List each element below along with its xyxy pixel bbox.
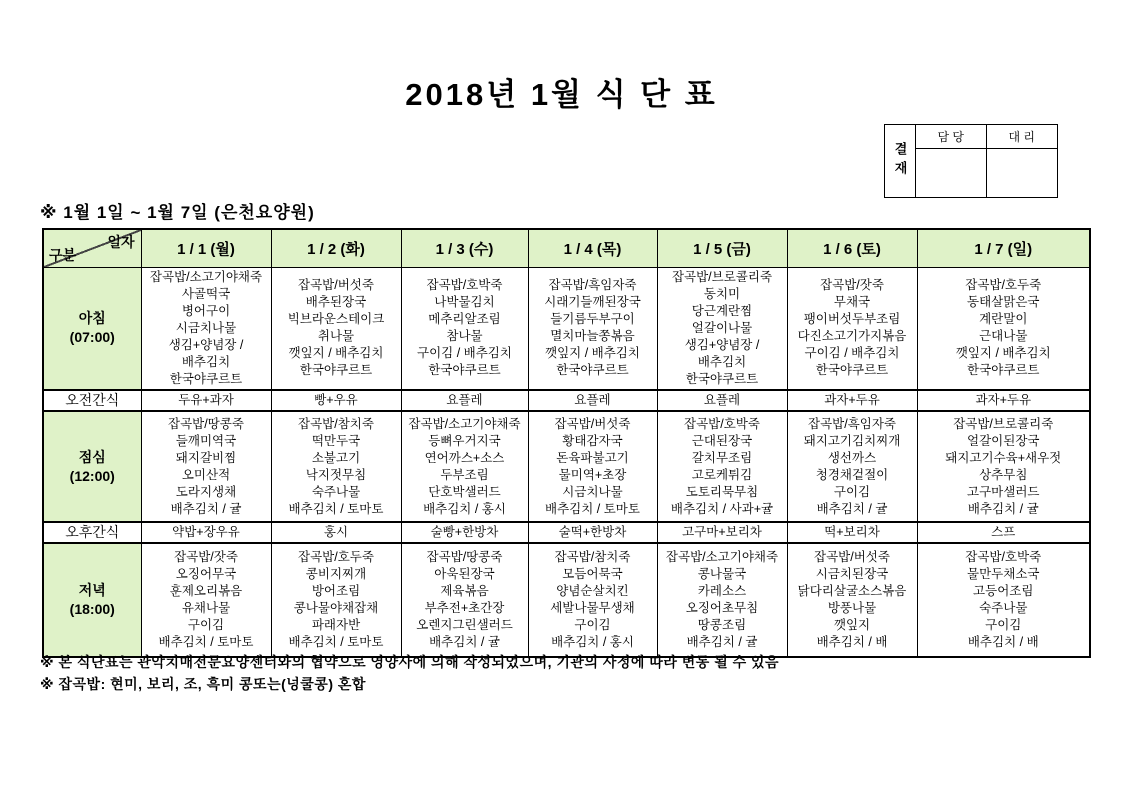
menu-item: 도라지생채 <box>175 484 237 499</box>
day-header-6: 1 / 6 (토) <box>787 229 917 267</box>
menu-cell-breakfast-day6 <box>787 267 917 390</box>
menu-item: 제육볶음 <box>440 584 489 598</box>
menu-item: 배추김치 / 토마토 <box>288 501 384 516</box>
menu-item: 오렌지그린샐러드 <box>416 618 513 632</box>
menu-item: 근대나물 <box>979 329 1028 344</box>
menu-item: 배추김치 / 귤 <box>170 501 242 516</box>
menu-item: 콩나물국 <box>697 567 747 581</box>
menu-item: 팽이버섯두부조림 <box>803 312 901 327</box>
menu-item: 한국야쿠르트 <box>685 371 759 386</box>
menu-item: 잡곡밥/호박죽 <box>426 278 503 293</box>
menu-item: 청경채겉절이 <box>815 467 889 482</box>
menu-item: 나박물김치 <box>434 295 495 310</box>
menu-item: 잡곡밥/참치죽 <box>298 416 374 431</box>
menu-cell-afternoon-snack-day6: 떡+보리차 <box>787 522 917 543</box>
menu-item: 물미역+초장 <box>558 467 627 482</box>
menu-item: 잡곡밥/소고기야채죽 <box>149 269 263 284</box>
menu-cell-breakfast-day7 <box>917 267 1090 390</box>
menu-item: 떡만두국 <box>311 433 361 448</box>
menu-item: 카레소스 <box>697 584 747 598</box>
menu-item: 잡곡밥/땅콩죽 <box>426 550 503 564</box>
menu-item: 배추김치 / 귤 <box>686 635 758 649</box>
page-title: 2018년 1월 식 단 표 <box>405 76 718 112</box>
menu-item: 깻잎지 / 배추김치 <box>545 346 640 361</box>
menu-item: 한국야쿠르트 <box>299 363 373 378</box>
menu-item: 잡곡밥/잣죽 <box>820 278 884 293</box>
row-label-dinner: 저녁 (18:00) <box>43 543 141 657</box>
menu-item: 배추김치 / 귤 <box>429 635 500 649</box>
menu-cell-lunch-day3 <box>401 411 528 522</box>
menu-item: 병어구이 <box>181 303 231 318</box>
menu-cell-dinner-day2 <box>271 543 401 657</box>
menu-item: 동치미 <box>703 286 741 301</box>
menu-item: 오미산적 <box>181 467 231 482</box>
approval-grid <box>916 125 1057 197</box>
menu-item: 콩비지찌개 <box>305 567 367 581</box>
menu-item: 황태감자국 <box>562 433 623 448</box>
menu-item: 연어까스+소스 <box>424 450 505 465</box>
menu-item: 배추김치 / 토마토 <box>158 635 254 649</box>
menu-item: 구이김 <box>985 618 1022 632</box>
menu-item: 배추김치 / 사과+귤 <box>670 501 774 516</box>
menu-item: 당근계란찜 <box>691 303 753 318</box>
menu-item: 닭다리살굴소스볶음 <box>797 584 907 598</box>
approval-col-deputy-label: 대 리 <box>987 125 1058 149</box>
menu-item: 한국야쿠르트 <box>815 363 889 378</box>
menu-item: 방어조림 <box>311 584 361 598</box>
menu-cell-dinner-day7 <box>917 543 1090 657</box>
menu-cell-lunch-day6 <box>787 411 917 522</box>
menu-cell-afternoon-snack-day4: 술떡+한방차 <box>528 522 657 543</box>
menu-cell-dinner-day6 <box>787 543 917 657</box>
menu-item: 고로케튀김 <box>691 467 753 482</box>
menu-item: 잡곡밥/버섯죽 <box>554 416 631 431</box>
table-header-row <box>43 229 1090 267</box>
menu-item: 모듬어묵국 <box>562 567 623 581</box>
menu-item: 생선까스 <box>827 450 877 465</box>
menu-item: 깻잎지 <box>833 618 871 632</box>
menu-item: 배추김치 / 배 <box>816 635 888 649</box>
menu-item: 한국야쿠르트 <box>169 371 243 386</box>
menu-item: 다진소고기가지볶음 <box>797 329 907 344</box>
menu-item: 잡곡밥/브로콜리죽 <box>953 416 1054 431</box>
menu-cell-afternoon-snack-day1: 약밥+장우유 <box>141 522 271 543</box>
footnotes <box>40 651 779 695</box>
menu-item: 소불고기 <box>311 450 361 465</box>
menu-item: 배추김치 <box>697 354 747 369</box>
menu-cell-morning-snack-day3: 요플레 <box>401 390 528 411</box>
menu-item: 메추리알조림 <box>428 312 501 327</box>
menu-item: 구이김 / 배추김치 <box>804 346 900 361</box>
menu-cell-morning-snack-day1: 두유+과자 <box>141 390 271 411</box>
day-header-1: 1 / 1 (월) <box>141 229 271 267</box>
menu-item: 잡곡밥/땅콩죽 <box>168 416 244 431</box>
menu-item: 세발나물무생채 <box>550 601 635 615</box>
menu-cell-breakfast-day4 <box>528 267 657 390</box>
menu-item: 단호박샐러드 <box>428 484 501 499</box>
row-dinner <box>43 543 1090 657</box>
row-label-lunch: 점심 (12:00) <box>43 411 141 522</box>
approval-seal-label: 결재 <box>885 125 916 197</box>
menu-item: 파래자반 <box>311 618 361 632</box>
row-breakfast <box>43 267 1090 390</box>
day-header-2: 1 / 2 (화) <box>271 229 401 267</box>
menu-item: 구이김 <box>574 618 611 632</box>
approval-sign-cell-deputy <box>987 149 1058 197</box>
menu-item: 구이김 <box>187 618 225 632</box>
menu-item: 잡곡밥/호박죽 <box>965 550 1042 564</box>
day-header-5: 1 / 5 (금) <box>657 229 787 267</box>
menu-cell-lunch-day4 <box>528 411 657 522</box>
menu-item: 유채나물 <box>181 601 231 615</box>
row-afternoon-snack <box>43 522 1090 543</box>
menu-cell-morning-snack-day4: 요플레 <box>528 390 657 411</box>
menu-item: 잡곡밥/참치죽 <box>554 550 631 564</box>
date-range-subtitle: ※ 1월 1일 ~ 1월 7일 (은천요양원) <box>40 203 315 222</box>
menu-item: 갈치무조림 <box>691 450 753 465</box>
menu-item: 배추김치 / 배 <box>967 635 1039 649</box>
menu-cell-afternoon-snack-day7: 스프 <box>917 522 1090 543</box>
menu-item: 잡곡밥/잣죽 <box>174 550 238 564</box>
menu-item: 배추김치 / 홍시 <box>551 635 634 649</box>
menu-cell-afternoon-snack-day3: 술빵+한방차 <box>401 522 528 543</box>
menu-item: 동태살맑은국 <box>967 295 1040 310</box>
menu-item: 깻잎지 / 배추김치 <box>288 346 384 361</box>
menu-item: 잡곡밥/호박죽 <box>684 416 760 431</box>
menu-cell-morning-snack-day2: 빵+우유 <box>271 390 401 411</box>
menu-item: 계란말이 <box>979 312 1028 327</box>
menu-item: 숙주나물 <box>979 601 1028 615</box>
menu-item: 잡곡밥/버섯죽 <box>814 550 890 564</box>
note-grain-rice: ※ 잡곡밥: 현미, 보리, 조, 흑미 콩또는(넝쿨콩) 혼합 <box>40 676 366 692</box>
menu-item: 고구마샐러드 <box>967 484 1040 499</box>
menu-table-body <box>43 267 1090 657</box>
menu-item: 배추김치 / 홍시 <box>423 501 506 516</box>
row-morning-snack <box>43 390 1090 411</box>
menu-item: 아욱된장국 <box>434 567 495 581</box>
menu-item: 잡곡밥/소고기야채죽 <box>408 416 521 431</box>
menu-cell-breakfast-day2 <box>271 267 401 390</box>
menu-item: 숙주나물 <box>311 484 361 499</box>
menu-cell-breakfast-day5 <box>657 267 787 390</box>
corner-label-date: 일자 <box>107 234 135 250</box>
menu-item: 한국야쿠르트 <box>556 363 629 378</box>
row-label-morning-snack: 오전간식 <box>43 390 141 411</box>
menu-cell-dinner-day4 <box>528 543 657 657</box>
menu-item: 얼갈이나물 <box>691 320 753 335</box>
menu-item: 방풍나물 <box>827 601 877 615</box>
menu-item: 등뼈우거지국 <box>428 433 501 448</box>
menu-item: 빅브라운스테이크 <box>287 312 385 327</box>
menu-item: 잡곡밥/버섯죽 <box>298 278 374 293</box>
menu-item: 깻잎지 / 배추김치 <box>955 346 1051 361</box>
day-header-3: 1 / 3 (수) <box>401 229 528 267</box>
menu-item: 물만두채소국 <box>967 567 1040 581</box>
row-label-afternoon-snack: 오후간식 <box>43 522 141 543</box>
menu-item: 배추김치 / 토마토 <box>288 635 384 649</box>
approval-sign-cell-manager <box>916 149 987 197</box>
menu-cell-afternoon-snack-day5: 고구마+보리차 <box>657 522 787 543</box>
menu-cell-lunch-day5 <box>657 411 787 522</box>
menu-item: 잡곡밥/호두죽 <box>298 550 374 564</box>
menu-cell-breakfast-day3 <box>401 267 528 390</box>
menu-cell-lunch-day2 <box>271 411 401 522</box>
menu-item: 얼갈이된장국 <box>967 433 1040 448</box>
menu-item: 잡곡밥/호두죽 <box>965 278 1042 293</box>
menu-cell-dinner-day1 <box>141 543 271 657</box>
day-header-4: 1 / 4 (목) <box>528 229 657 267</box>
approval-col-manager-label: 담 당 <box>916 125 987 149</box>
menu-cell-morning-snack-day5: 요플레 <box>657 390 787 411</box>
menu-item: 생김+양념장 / <box>684 337 760 352</box>
row-lunch <box>43 411 1090 522</box>
menu-item: 잡곡밥/소고기야채죽 <box>665 550 779 564</box>
menu-cell-morning-snack-day7: 과자+두유 <box>917 390 1090 411</box>
menu-item: 부추전+초간장 <box>424 601 505 615</box>
menu-item: 시금치된장국 <box>815 567 889 581</box>
menu-item: 한국야쿠르트 <box>967 363 1040 378</box>
corner-label-category: 구분 <box>49 246 77 263</box>
menu-item: 돼지고기김치찌개 <box>803 433 901 448</box>
menu-item: 상추무침 <box>979 467 1028 482</box>
menu-item: 도토리묵무침 <box>685 484 759 499</box>
menu-item: 훈제오리볶음 <box>169 584 243 598</box>
menu-item: 양념순살치킨 <box>556 584 629 598</box>
menu-item: 배추김치 / 귤 <box>816 501 888 516</box>
menu-item: 참나물 <box>446 329 483 344</box>
menu-item: 시래기들깨된장국 <box>544 295 641 310</box>
menu-item: 멸치마늘쫑볶음 <box>550 329 635 344</box>
menu-item: 두부조림 <box>440 467 489 482</box>
menu-item: 오징어초무침 <box>685 601 759 615</box>
menu-item: 근대된장국 <box>691 433 753 448</box>
menu-cell-lunch-day1 <box>141 411 271 522</box>
menu-item: 돼지갈비찜 <box>175 450 237 465</box>
menu-cell-lunch-day7 <box>917 411 1090 522</box>
menu-cell-dinner-day3 <box>401 543 528 657</box>
corner-cell <box>43 229 141 267</box>
menu-item: 배추김치 <box>181 354 231 369</box>
menu-table <box>42 228 1091 658</box>
menu-item: 무채국 <box>833 295 871 310</box>
menu-item: 한국야쿠르트 <box>428 363 501 378</box>
menu-cell-breakfast-day1 <box>141 267 271 390</box>
menu-item: 들깨미역국 <box>175 433 237 448</box>
menu-item: 취나물 <box>317 329 355 344</box>
menu-cell-afternoon-snack-day2: 홍시 <box>271 522 401 543</box>
menu-item: 들기름두부구이 <box>550 312 635 327</box>
menu-item: 돼지고기수육+새우젓 <box>945 450 1062 465</box>
menu-item: 낙지젓무침 <box>305 467 367 482</box>
menu-item: 구이김 <box>833 484 871 499</box>
menu-item: 고등어조림 <box>973 584 1034 598</box>
menu-item: 생김+양념장 / <box>168 337 244 352</box>
menu-item: 배추김치 / 토마토 <box>545 501 640 516</box>
menu-item: 사골떡국 <box>181 286 231 301</box>
menu-item: 콩나물야채잡채 <box>293 601 379 615</box>
note-agreement: ※ 본 식단표는 관악치매전문요양센터와의 협약으로 영양사에 의해 작성되었으며, 기관의 사정에 따라 변동 될 수 있음 <box>40 654 780 670</box>
day-header-7: 1 / 7 (일) <box>917 229 1090 267</box>
menu-cell-dinner-day5 <box>657 543 787 657</box>
menu-item: 배추된장국 <box>305 295 367 310</box>
menu-item: 배추김치 / 귤 <box>967 501 1039 516</box>
menu-item: 잡곡밥/브로콜리죽 <box>671 269 773 284</box>
row-label-breakfast: 아침 (07:00) <box>43 267 141 390</box>
menu-item: 잡곡밥/흑임자죽 <box>548 278 637 293</box>
menu-item: 땅콩조림 <box>697 618 747 632</box>
menu-item: 오징어무국 <box>175 567 237 581</box>
approval-box <box>884 124 1058 198</box>
menu-item: 시금치나물 <box>562 484 623 499</box>
menu-item: 시금치나물 <box>175 320 237 335</box>
menu-cell-morning-snack-day6: 과자+두유 <box>787 390 917 411</box>
menu-item: 잡곡밥/흑임자죽 <box>808 416 896 431</box>
menu-item: 구이김 / 배추김치 <box>417 346 512 361</box>
menu-item: 돈육파불고기 <box>556 450 629 465</box>
